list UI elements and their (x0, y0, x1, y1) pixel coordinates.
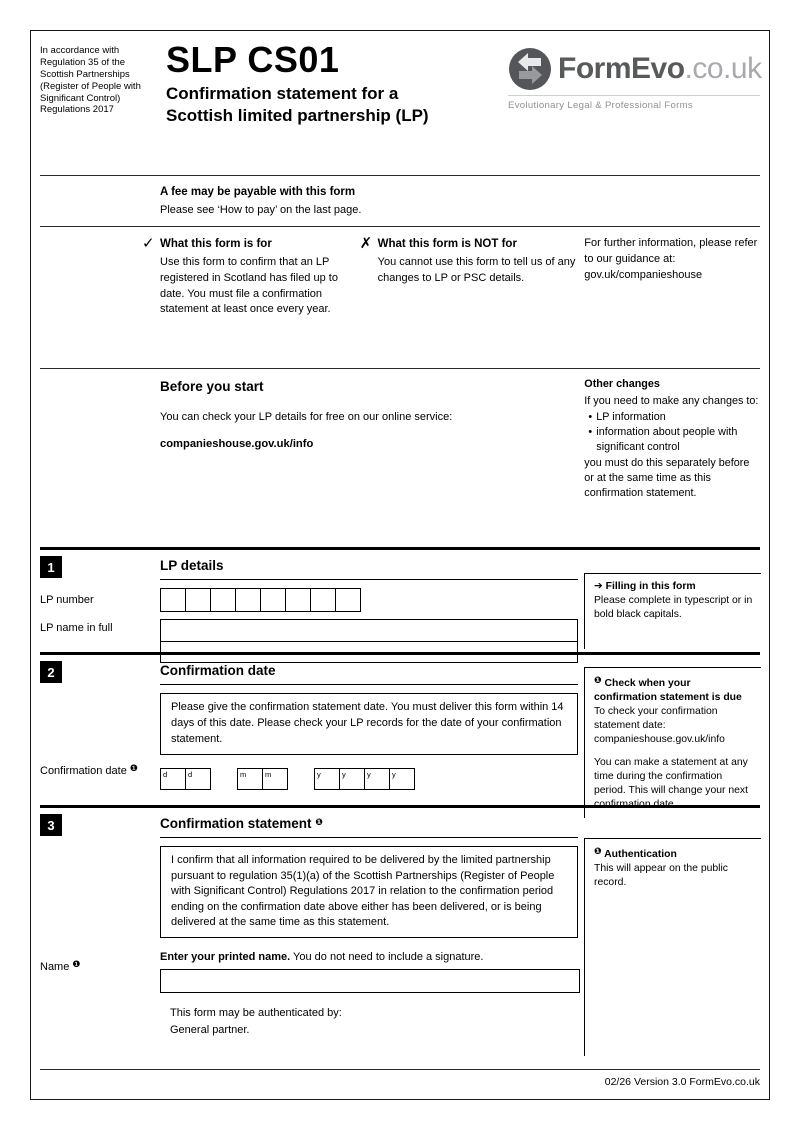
lp-name-line-2[interactable] (161, 641, 577, 662)
lp-name-label: LP name in full (40, 621, 113, 634)
other-changes-title: Other changes (584, 378, 660, 390)
regulation-note: In accordance with Regulation 35 of the Scottish Partnerships (Register of People with Significant Control) Regulations 2017 (40, 45, 141, 116)
auth-line-2: General partner. (170, 1023, 250, 1036)
date-cell-year[interactable] (389, 768, 415, 790)
section-confirmation-statement (40, 808, 760, 1060)
lp-number-cell[interactable] (335, 588, 361, 612)
what-not-body: You cannot use this form to tell us of any changes to LP or PSC details. (377, 255, 576, 284)
date-letter: y (367, 769, 371, 779)
cross-icon: ✗ (359, 235, 373, 252)
section-confirmation-date (40, 655, 760, 811)
date-cell-year[interactable] (314, 768, 340, 790)
section-title: LP details (160, 556, 578, 580)
guidance-link: gov.uk/companieshouse (584, 268, 703, 281)
formevo-arrows-icon (508, 47, 552, 91)
other-changes (584, 377, 760, 547)
authentication-side-note-title: ❶ Authentication (594, 846, 677, 860)
date-group-gap (288, 768, 314, 790)
lp-number-input (160, 588, 578, 612)
date-group-gap (211, 768, 237, 790)
confirmation-date-input (160, 768, 578, 790)
date-cell-year[interactable] (339, 768, 365, 790)
online-service-link: companieshouse.gov.uk/info (160, 437, 314, 450)
other-changes-bullet-1: • LP information (584, 410, 760, 425)
circled-one-icon: ❶ (315, 817, 323, 827)
section-number: 3 (40, 814, 62, 836)
before-you-start (160, 377, 563, 547)
date-letter: y (342, 769, 346, 779)
lp-name-line-1[interactable] (161, 620, 577, 641)
date-letter: y (392, 769, 396, 779)
statement-due-note-body1: To check your confirmation statement date: companieshouse.gov.uk/info (594, 706, 725, 746)
fee-notice (40, 176, 760, 226)
guidance-text: For further information, please refer to our guidance at: (584, 237, 758, 265)
lp-number-cell[interactable] (160, 588, 186, 612)
fee-notice-subtitle: Please see ‘How to pay’ on the last page. (160, 203, 362, 216)
lp-name-input[interactable] (160, 619, 578, 663)
form-title-line1: Confirmation statement for a (166, 83, 399, 103)
authentication-note (170, 1005, 578, 1038)
form-title-line2: Scottish limited partnership (LP) (166, 106, 429, 126)
other-changes-bullet-2: • information about people with significant control (584, 425, 760, 456)
bullet-icon: • (588, 410, 593, 423)
other-changes-outro: you must do this separately before or at the same time as this confirmation statement. (584, 456, 750, 500)
circled-one-icon: ❶ (129, 763, 138, 773)
lp-number-cell[interactable] (210, 588, 236, 612)
statement-due-note-title: ❶ Check when your confirmation statement is due (594, 675, 742, 704)
circled-one-icon: ❶ (72, 959, 81, 969)
section-lp-details (40, 550, 760, 652)
lp-number-label: LP number (40, 594, 94, 606)
date-cell-month[interactable] (262, 768, 288, 790)
before-body: You can check your LP details for free on our online service: (160, 411, 453, 424)
section-number: 2 (40, 661, 62, 683)
footer-version: 02/26 Version 3.0 FormEvo.co.uk (604, 1076, 760, 1088)
bullet-icon: • (588, 425, 593, 438)
before-title: Before you start (160, 379, 264, 394)
other-changes-intro: If you need to make any changes to: (584, 395, 759, 408)
what-for-title: What this form is for (160, 238, 272, 250)
form-title (166, 83, 508, 128)
confirmation-date-label: Confirmation date $^❶$ (40, 763, 138, 777)
arrow-icon: ➔ (594, 581, 603, 592)
date-cell-year[interactable] (364, 768, 390, 790)
date-letter: m (265, 769, 272, 779)
section-number: 1 (40, 556, 62, 578)
date-letter: m (240, 769, 247, 779)
logo-suffix: .co.uk (684, 52, 762, 85)
authentication-side-note (584, 838, 761, 1056)
lp-number-cell[interactable] (285, 588, 311, 612)
name-instruction: Enter your printed name. You do not need to include a signature. (160, 951, 484, 964)
filling-in-note-body: Please complete in typescript or in bold black capitals. (594, 595, 753, 621)
filling-in-note-title: ➔ Filling in this form (594, 581, 696, 592)
statement-due-note-body2: You can make a statement at any time during the confirmation period. This will change your next confirmation date. (594, 757, 749, 811)
form-frame (30, 30, 770, 1100)
lp-number-cell[interactable] (235, 588, 261, 612)
circled-one-icon: ❶ (594, 675, 602, 685)
logo-name: FormEvo.co.uk (558, 52, 762, 85)
auth-line-1: This form may be authenticated by: (170, 1007, 342, 1020)
before-you-start-row (40, 369, 760, 547)
logo-tagline: Evolutionary Legal & Professional Forms (508, 95, 760, 111)
name-label: Name $^❶$ (40, 959, 81, 973)
statement-due-note (584, 667, 761, 818)
circled-one-icon: ❶ (594, 846, 602, 856)
date-cell-day[interactable] (185, 768, 211, 790)
statement-text: I confirm that all information required to be delivered by the limited partnership pursuant to regulation 35(1)(a) of the Scottish Partnerships (Register of People with Significant Control) Regulations 2017 in relation to the confirmation period ending on the confirmation date above either has been delivered, or is being delivered at the same time as this statement. (160, 846, 578, 938)
authentication-side-note-body: This will appear on the public record. (594, 863, 728, 889)
lp-number-cell[interactable] (260, 588, 286, 612)
form-code: SLP CS01 (166, 39, 340, 80)
confirmation-date-instructions: Please give the confirmation statement date. You must deliver this form within 14 days of this date. Please check your LP records for the date of your confirmation statement. (160, 693, 578, 755)
what-this-form-is-for (142, 236, 350, 368)
check-icon: ✓ (142, 235, 155, 252)
what-this-form-is-not-for (360, 236, 584, 368)
date-letter: y (317, 769, 321, 779)
lp-number-cell[interactable] (185, 588, 211, 612)
filling-in-note (584, 573, 761, 649)
date-cell-day[interactable] (160, 768, 186, 790)
title-block (150, 41, 508, 175)
section-title: Confirmation statement $^❶$ (160, 814, 578, 838)
fee-notice-title: A fee may be payable with this form (160, 186, 356, 198)
what-not-title: What this form is NOT for (377, 238, 517, 250)
date-letter: d (163, 769, 168, 779)
date-cell-month[interactable] (237, 768, 263, 790)
formevo-logo (508, 41, 760, 175)
further-information (584, 236, 760, 368)
what-for-body: Use this form to confirm that an LP registered in Scotland has filed up to date. You must file a confirmation statement at least once every year. (160, 255, 338, 316)
section-title: Confirmation date (160, 661, 578, 685)
purpose-row (40, 227, 760, 368)
name-input[interactable] (160, 969, 580, 993)
date-letter: d (188, 769, 193, 779)
lp-number-cell[interactable] (310, 588, 336, 612)
form-header (40, 41, 760, 175)
